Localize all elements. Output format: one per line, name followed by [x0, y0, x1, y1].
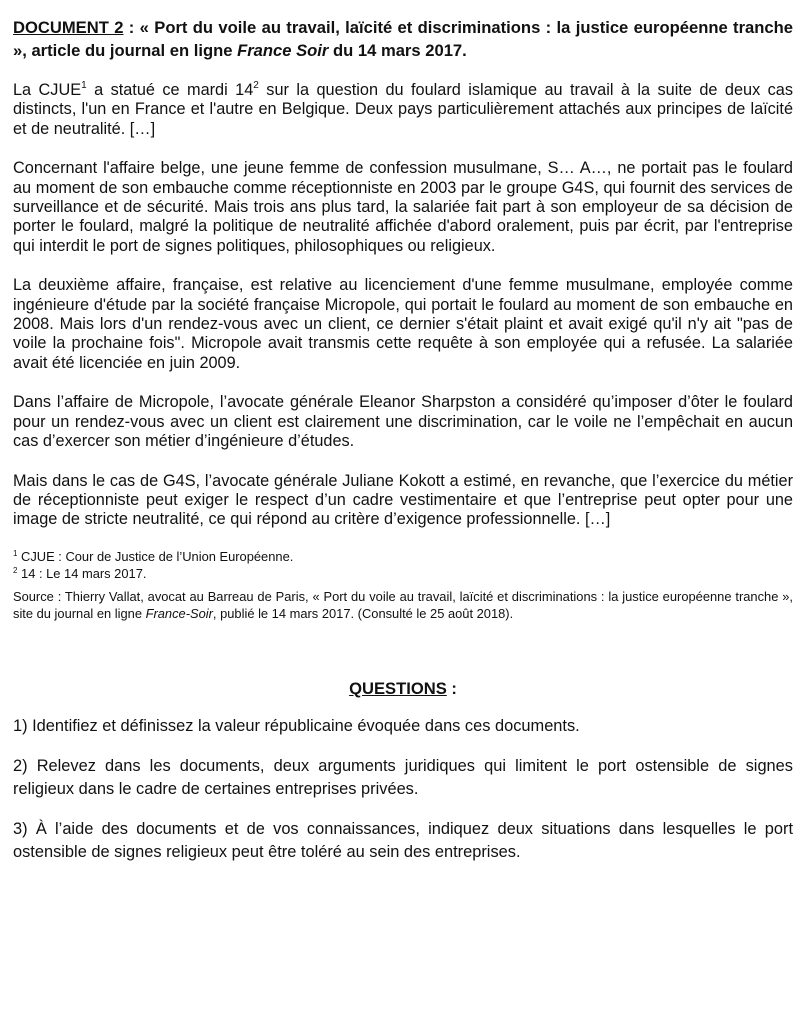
question-2: 2) Relevez dans les documents, deux arguments juridiques qui limitent le port ostensible de signes religieux dans le cadre de certaines entreprises privées.: [13, 757, 793, 799]
source-citation-date: , publié le 14 mars 2017. (Consulté le 25 août 2018).: [212, 605, 514, 621]
source-citation-text: Source : Thierry Vallat, avocat au Barreau de Paris, « Port du voile au travail, laïcité et discriminations : la justice européenne tranche », site du journal en ligne: [13, 588, 793, 621]
document-label: DOCUMENT 2: [13, 18, 124, 37]
footnote-1: [13, 548, 793, 565]
paragraph-belgian-case: Concernant l'affaire belge, une jeune femme de confession musulmane, S… A…, ne portait pas le foulard au moment de son embauche comme réceptionniste en 2003 par le groupe G4S, qui fournit des services de surveillance et de sécurité. Mais trois ans plus tard, la salariée fait part à son employeur de sa décision de porter le foulard, malgré la politique de neutralité affichée d'abord oralement, puis par écrit, par l'entreprise qui interdit le port de signes politiques, philosophiques ou religieux.: [13, 159, 793, 255]
paragraph-intro-part-c: sur la question du foulard islamique au travail à la suite de deux cas distincts, l'un en France et l'autre en Belgique. Deux pays particulièrement attachés aux principes de laïcité et de neutralité. […]: [13, 81, 794, 138]
document-title: [13, 16, 793, 62]
footnote-ref-2: 2: [253, 80, 259, 91]
question-1: 1) Identifiez et définissez la valeur républicaine évoquée dans ces documents.: [13, 717, 580, 736]
paragraph-intro-part-b: a statué ce mardi 14: [86, 81, 254, 99]
document-title-date: du 14 mars 2017.: [328, 41, 467, 60]
paragraph-intro-part-a: La CJUE: [13, 81, 82, 99]
questions-heading: [13, 679, 793, 699]
footnote-ref-1: 1: [81, 80, 87, 91]
footnote-1-number: 1: [13, 548, 18, 558]
paragraph-micropole-opinion: Dans l’affaire de Micropole, l’avocate générale Eleanor Sharpston a considéré qu’imposer d’ôter le foulard pour un rendez-vous avec un client est clairement une discrimination, car le voile ne l’empêchait en aucun cas d’exercer son métier d’ingénieure d’études.: [13, 393, 793, 451]
source-citation-journal: France-Soir: [145, 605, 213, 621]
questions-heading-colon: :: [446, 679, 457, 699]
document-title-journal: France Soir: [237, 41, 329, 60]
footnote-2-text: 14 : Le 14 mars 2017.: [17, 565, 147, 581]
footnote-2: [13, 565, 793, 582]
footnote-1-text: CJUE : Cour de Justice de l’Union Européenne.: [17, 548, 294, 564]
footnotes: [13, 548, 793, 582]
document-title-text: : « Port du voile au travail, laïcité et discriminations : la justice européenne tranche », article du journal en ligne: [13, 18, 793, 60]
source-citation: [13, 588, 793, 622]
paragraph-intro: [13, 81, 793, 139]
paragraph-french-case: La deuxième affaire, française, est relative au licenciement d'une femme musulmane, employée comme ingénieure d'étude par la société française Micropole, qui portait le foulard au moment de son embauche en 2008. Mais lors d'un rendez-vous avec un client, ce dernier s'était plaint et avait exigé qu'il n'y ait "pas de voile la prochaine fois". Micropole avait transmis cette requête à son employée qui a refusée. La salariée avait été licenciée en juin 2009.: [13, 276, 793, 372]
footnote-2-number: 2: [13, 565, 18, 575]
question-3: 3) À l’aide des documents et de vos connaissances, indiquez deux situations dans lesquelles le port ostensible de signes religieux peut être toléré au sein des entreprises.: [13, 820, 793, 862]
paragraph-g4s-opinion: Mais dans le cas de G4S, l’avocate générale Juliane Kokott a estimé, en revanche, que l’exercice du métier de réceptionniste peut exiger le respect d’un cadre vestimentaire et que l’entreprise peut opter pour une image de stricte neutralité, ce qui répond au critère d’exigence professionnelle. […]: [13, 471, 793, 529]
document-page: [13, 16, 793, 881]
questions-heading-label: QUESTIONS: [349, 679, 447, 699]
